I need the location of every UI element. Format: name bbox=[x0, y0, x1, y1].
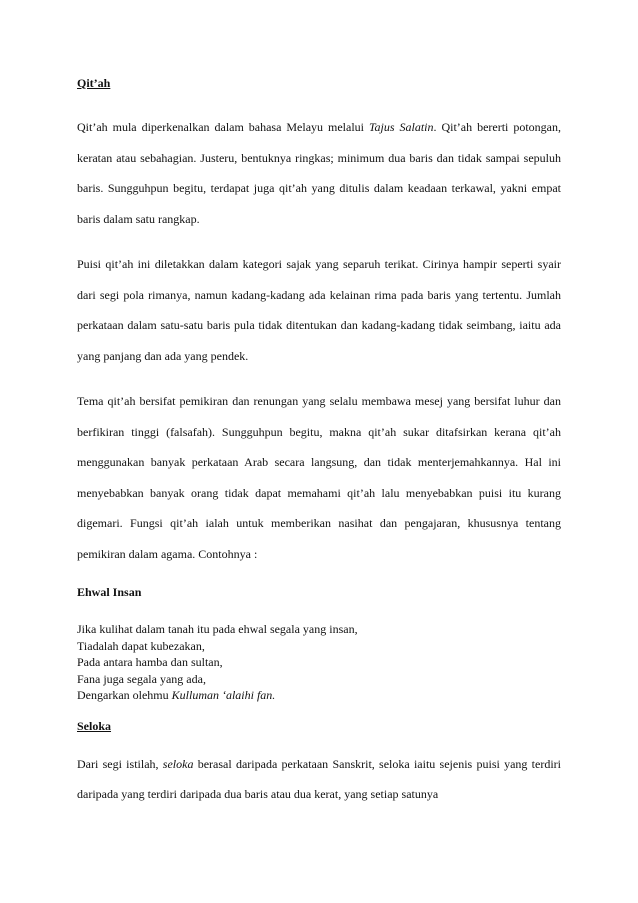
poem-line: Jika kulihat dalam tanah itu pada ehwal segala yang insan, bbox=[77, 622, 358, 636]
poem-line: Dengarkan olehmu Kulluman ‘alaihi fan. bbox=[77, 688, 276, 702]
paragraph-qitah-2: Puisi qit’ah ini diletakkan dalam kategori sajak yang separuh terikat. Cirinya hampir seperti syair dari segi pola rimanya, namun kadang-kadang ada kelainan rima pada baris yang tertentu. Jumlah perkataan dalam satu-satu baris pula tidak ditentukan dan kadang-kadang tidak seimbang, iaitu ada yang panjang dan ada yang pendek. bbox=[77, 257, 561, 363]
poem-line: Tiadalah dapat kubezakan, bbox=[77, 638, 205, 653]
italic-title-tajus-salatin: Tajus Salatin bbox=[368, 120, 434, 134]
paragraph-qitah-1: Qit’ah mula diperkenalkan dalam bahasa Melayu melalui Tajus Salatin. Qit’ah bererti potongan, keratan atau sebahagian. Justeru, bentuknya ringkas; minimum dua baris dan tidak sampai sepuluh baris. Sungguhpun begitu, terdapat juga qit’ah yang ditulis dalam keadaan terkawal, yakni empat baris dalam satu rangkap. bbox=[77, 120, 562, 226]
paragraph-qitah-3: Tema qit’ah bersifat pemikiran dan renungan yang selalu membawa mesej yang bersifat luhur dan berfikiran tinggi (falsafah). Sungguhpun begitu, makna qit’ah sukar ditafsirkan kerana qit’ah menggunakan banyak perkataan Arab secara langsung, dan tidak menterjemahkannya. Hal ini menyebabkan banyak orang tidak dapat memahami qit’ah lalu menyebabkan puisi itu kurang digemari. Fungsi qit’ah ialah untuk memberikan nasihat dan pengajaran, khususnya tentang pemikiran dalam agama. Contohnya : bbox=[77, 394, 561, 561]
poem-ehwal-insan bbox=[77, 621, 561, 704]
poem-line: Pada antara hamba dan sultan, bbox=[77, 655, 223, 669]
poem-title: Ehwal Insan bbox=[77, 585, 142, 599]
section-heading-seloka: Seloka bbox=[77, 718, 112, 733]
section-heading-qitah: Qit’ah bbox=[77, 76, 111, 90]
paragraph-seloka-1: Dari segi istilah, seloka berasal daripada perkataan Sanskrit, seloka iaitu sejenis puisi yang terdiri daripada yang terdiri daripada dua baris atau dua kerat, yang setiap satunya bbox=[77, 756, 562, 801]
poem-line: Fana juga segala yang ada, bbox=[77, 671, 206, 686]
